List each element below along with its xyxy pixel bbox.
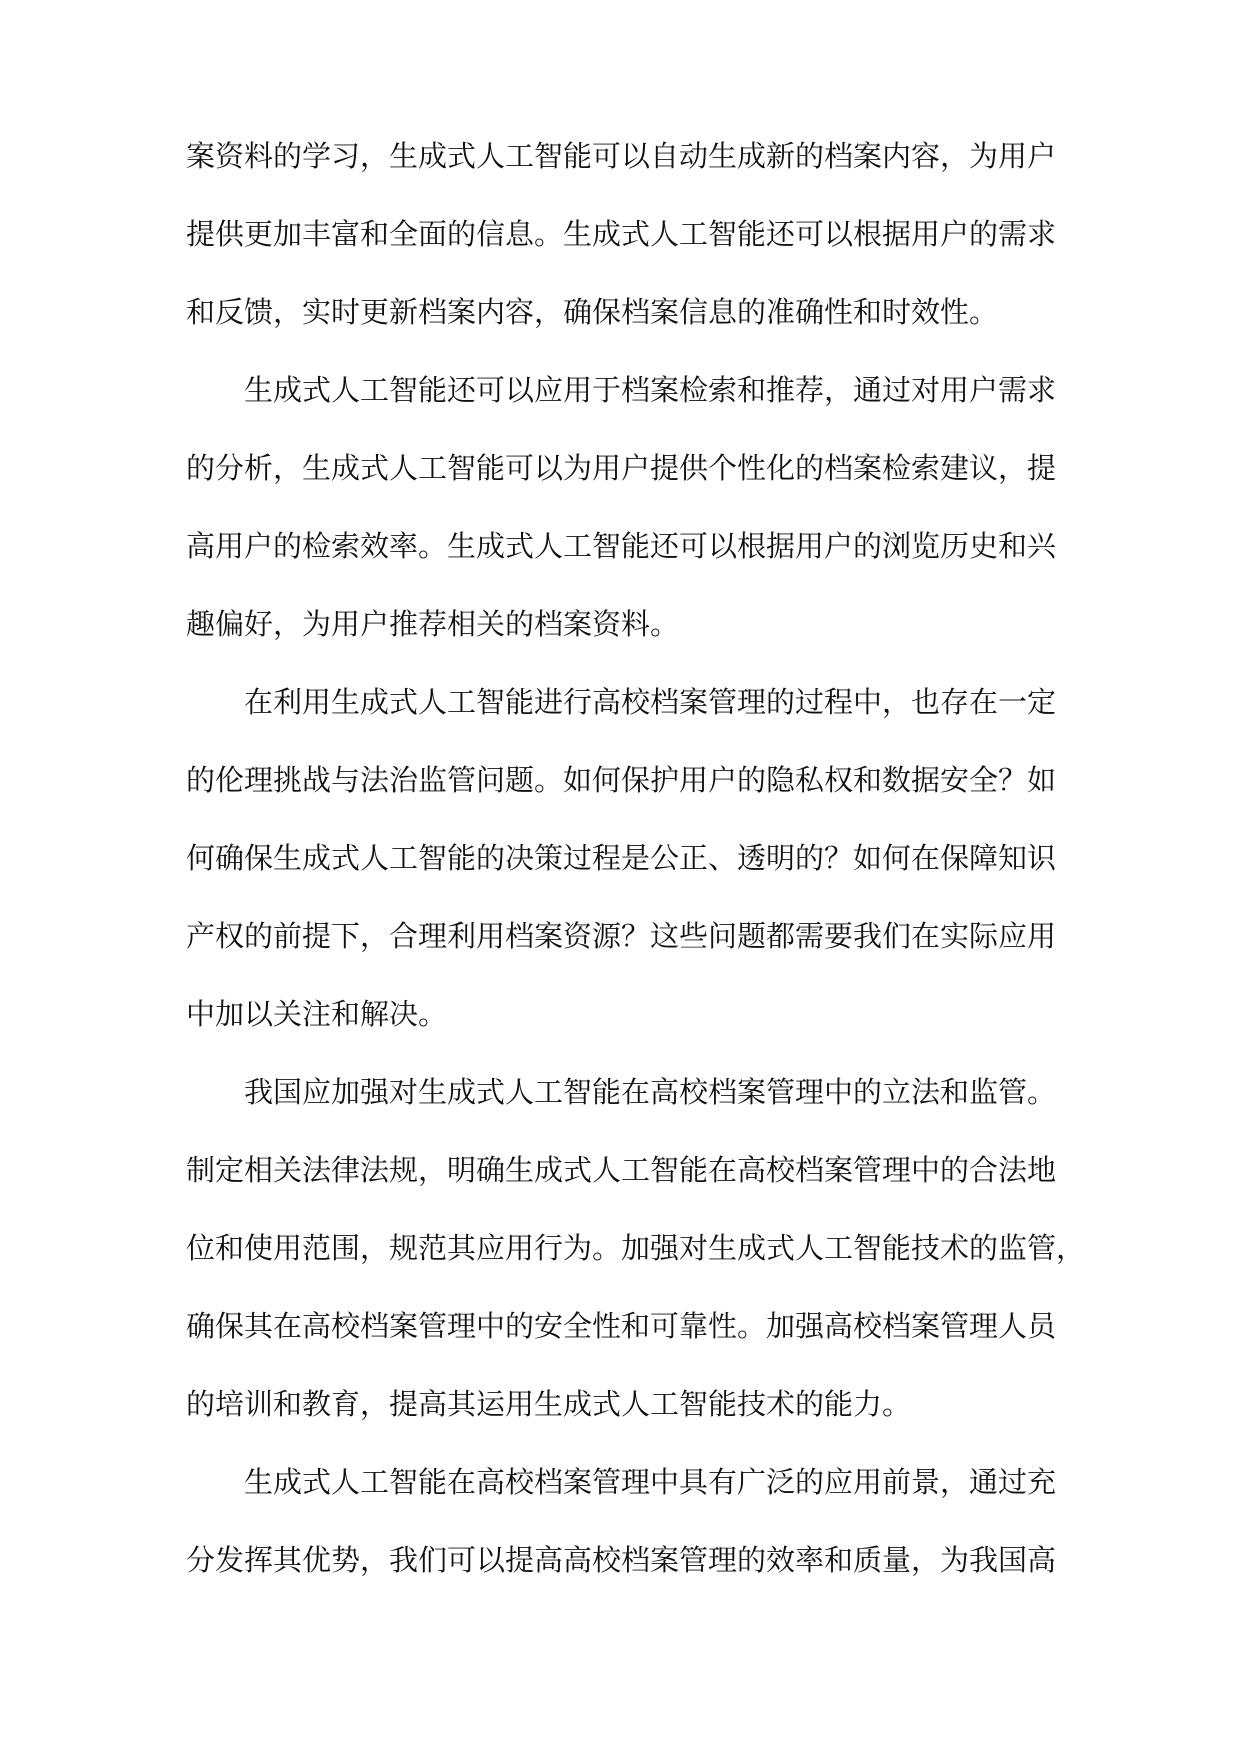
text-line-10: 何确保生成式人工智能的决策过程是公正、透明的？如何在保障知识 [186, 841, 1057, 875]
text-line-11: 产权的前提下，合理利用档案资源？这些问题都需要我们在实际应用 [186, 919, 1057, 953]
text-line-9: 的伦理挑战与法治监管问题。如何保护用户的隐私权和数据安全？如 [186, 763, 1057, 797]
text-line-6: 高用户的检索效率。生成式人工智能还可以根据用户的浏览历史和兴 [186, 529, 1057, 563]
paragraph-start-line: 在利用生成式人工智能进行高校档案管理的过程中，也存在一定 [244, 685, 1057, 719]
text-line-15: 位和使用范围，规范其应用行为。加强对生成式人工智能技术的监管， [186, 1231, 1086, 1265]
text-line-5: 的分析，生成式人工智能可以为用户提供个性化的档案检索建议，提 [186, 451, 1057, 485]
text-line-16: 确保其在高校档案管理中的安全性和可靠性。加强高校档案管理人员 [186, 1309, 1057, 1343]
text-line-2: 提供更加丰富和全面的信息。生成式人工智能还可以根据用户的需求 [186, 217, 1057, 251]
document-body [186, 136, 1086, 1618]
paragraph-start-line: 生成式人工智能还可以应用于档案检索和推荐，通过对用户需求 [244, 373, 1057, 407]
text-line-1: 案资料的学习，生成式人工智能可以自动生成新的档案内容，为用户 [186, 139, 1057, 173]
text-line-12: 中加以关注和解决。 [186, 997, 448, 1031]
paragraph-start-line: 我国应加强对生成式人工智能在高校档案管理中的立法和监管。 [244, 1075, 1057, 1109]
text-line-7: 趣偏好，为用户推荐相关的档案资料。 [186, 607, 680, 641]
text-line-3: 和反馈，实时更新档案内容，确保档案信息的准确性和时效性。 [186, 295, 999, 329]
text-line-19: 分发挥其优势，我们可以提高高校档案管理的效率和质量，为我国高 [186, 1543, 1057, 1577]
text-line-17: 的培训和教育，提高其运用生成式人工智能技术的能力。 [186, 1387, 912, 1421]
text-line-14: 制定相关法律法规，明确生成式人工智能在高校档案管理中的合法地 [186, 1153, 1057, 1187]
paragraph-start-line: 生成式人工智能在高校档案管理中具有广泛的应用前景，通过充 [244, 1465, 1057, 1499]
